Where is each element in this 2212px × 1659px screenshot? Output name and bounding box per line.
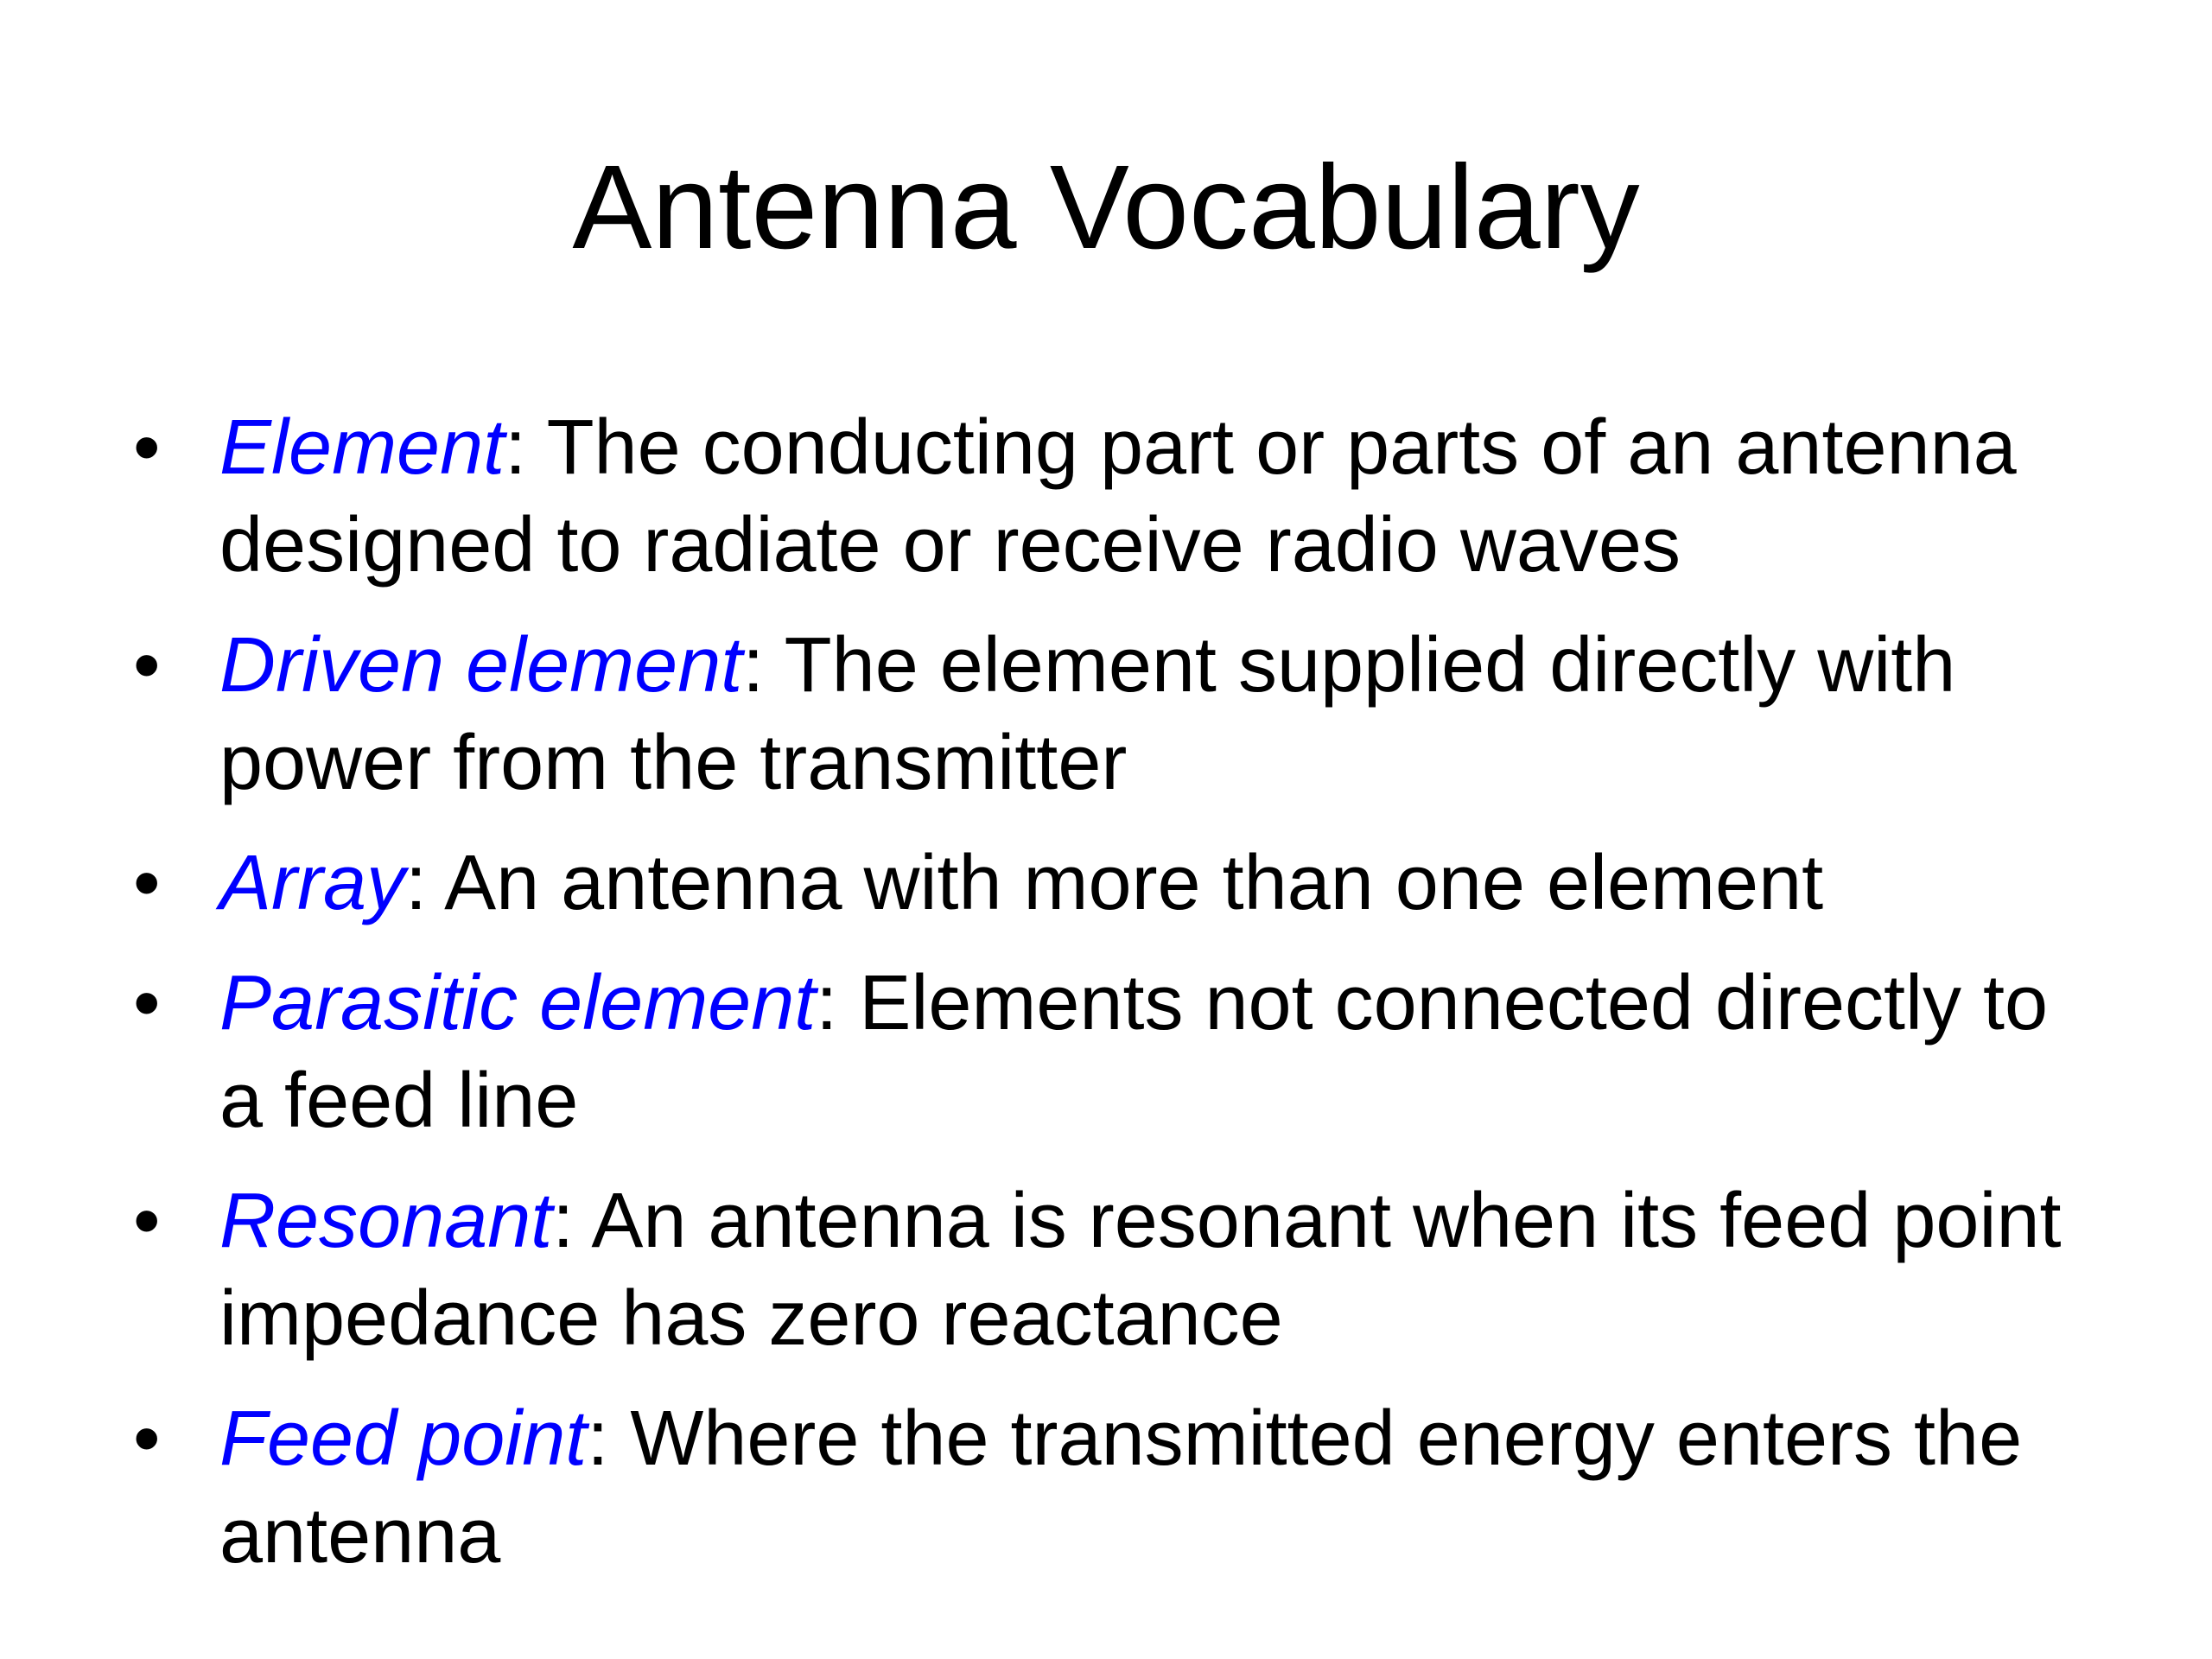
term: Element (219, 404, 505, 491)
term: Array (219, 840, 406, 926)
term: Parasitic element (219, 960, 817, 1046)
term-separator: : (742, 622, 765, 709)
definition: The element supplied directly with power from the transmitter (219, 622, 1956, 806)
bullet-icon: • (133, 404, 161, 491)
list-item (130, 399, 2108, 594)
definition: An antenna is resonant when its feed point impedance has zero reactance (219, 1178, 2062, 1362)
vocabulary-list (130, 399, 2108, 1608)
term: Resonant (219, 1178, 553, 1264)
definition: Where the transmitted energy enters the antenna (219, 1395, 2023, 1580)
bullet-icon: • (133, 840, 161, 926)
definition: The conducting part or parts of an antenna designed to radiate or receive radio waves (219, 404, 2017, 588)
list-item (130, 1173, 2108, 1368)
definition: An antenna with more than one element (427, 840, 1824, 926)
list-item (130, 835, 2108, 932)
term: Feed point (219, 1395, 588, 1482)
bullet-icon: • (133, 1178, 161, 1264)
term-separator: : (505, 404, 527, 491)
bullet-icon: • (133, 1395, 161, 1482)
list-item (130, 617, 2108, 812)
definition: Elements not connected directly to a feed line (219, 960, 2049, 1144)
term-separator: : (405, 840, 428, 926)
term: Driven element (219, 622, 743, 709)
list-item (130, 1390, 2108, 1586)
list-item (130, 955, 2108, 1150)
term-separator: : (552, 1178, 575, 1264)
term-separator: : (816, 960, 838, 1046)
bullet-icon: • (133, 960, 161, 1046)
term-separator: : (587, 1395, 609, 1482)
bullet-icon: • (133, 622, 161, 709)
slide-title: Antenna Vocabulary (572, 141, 1640, 274)
